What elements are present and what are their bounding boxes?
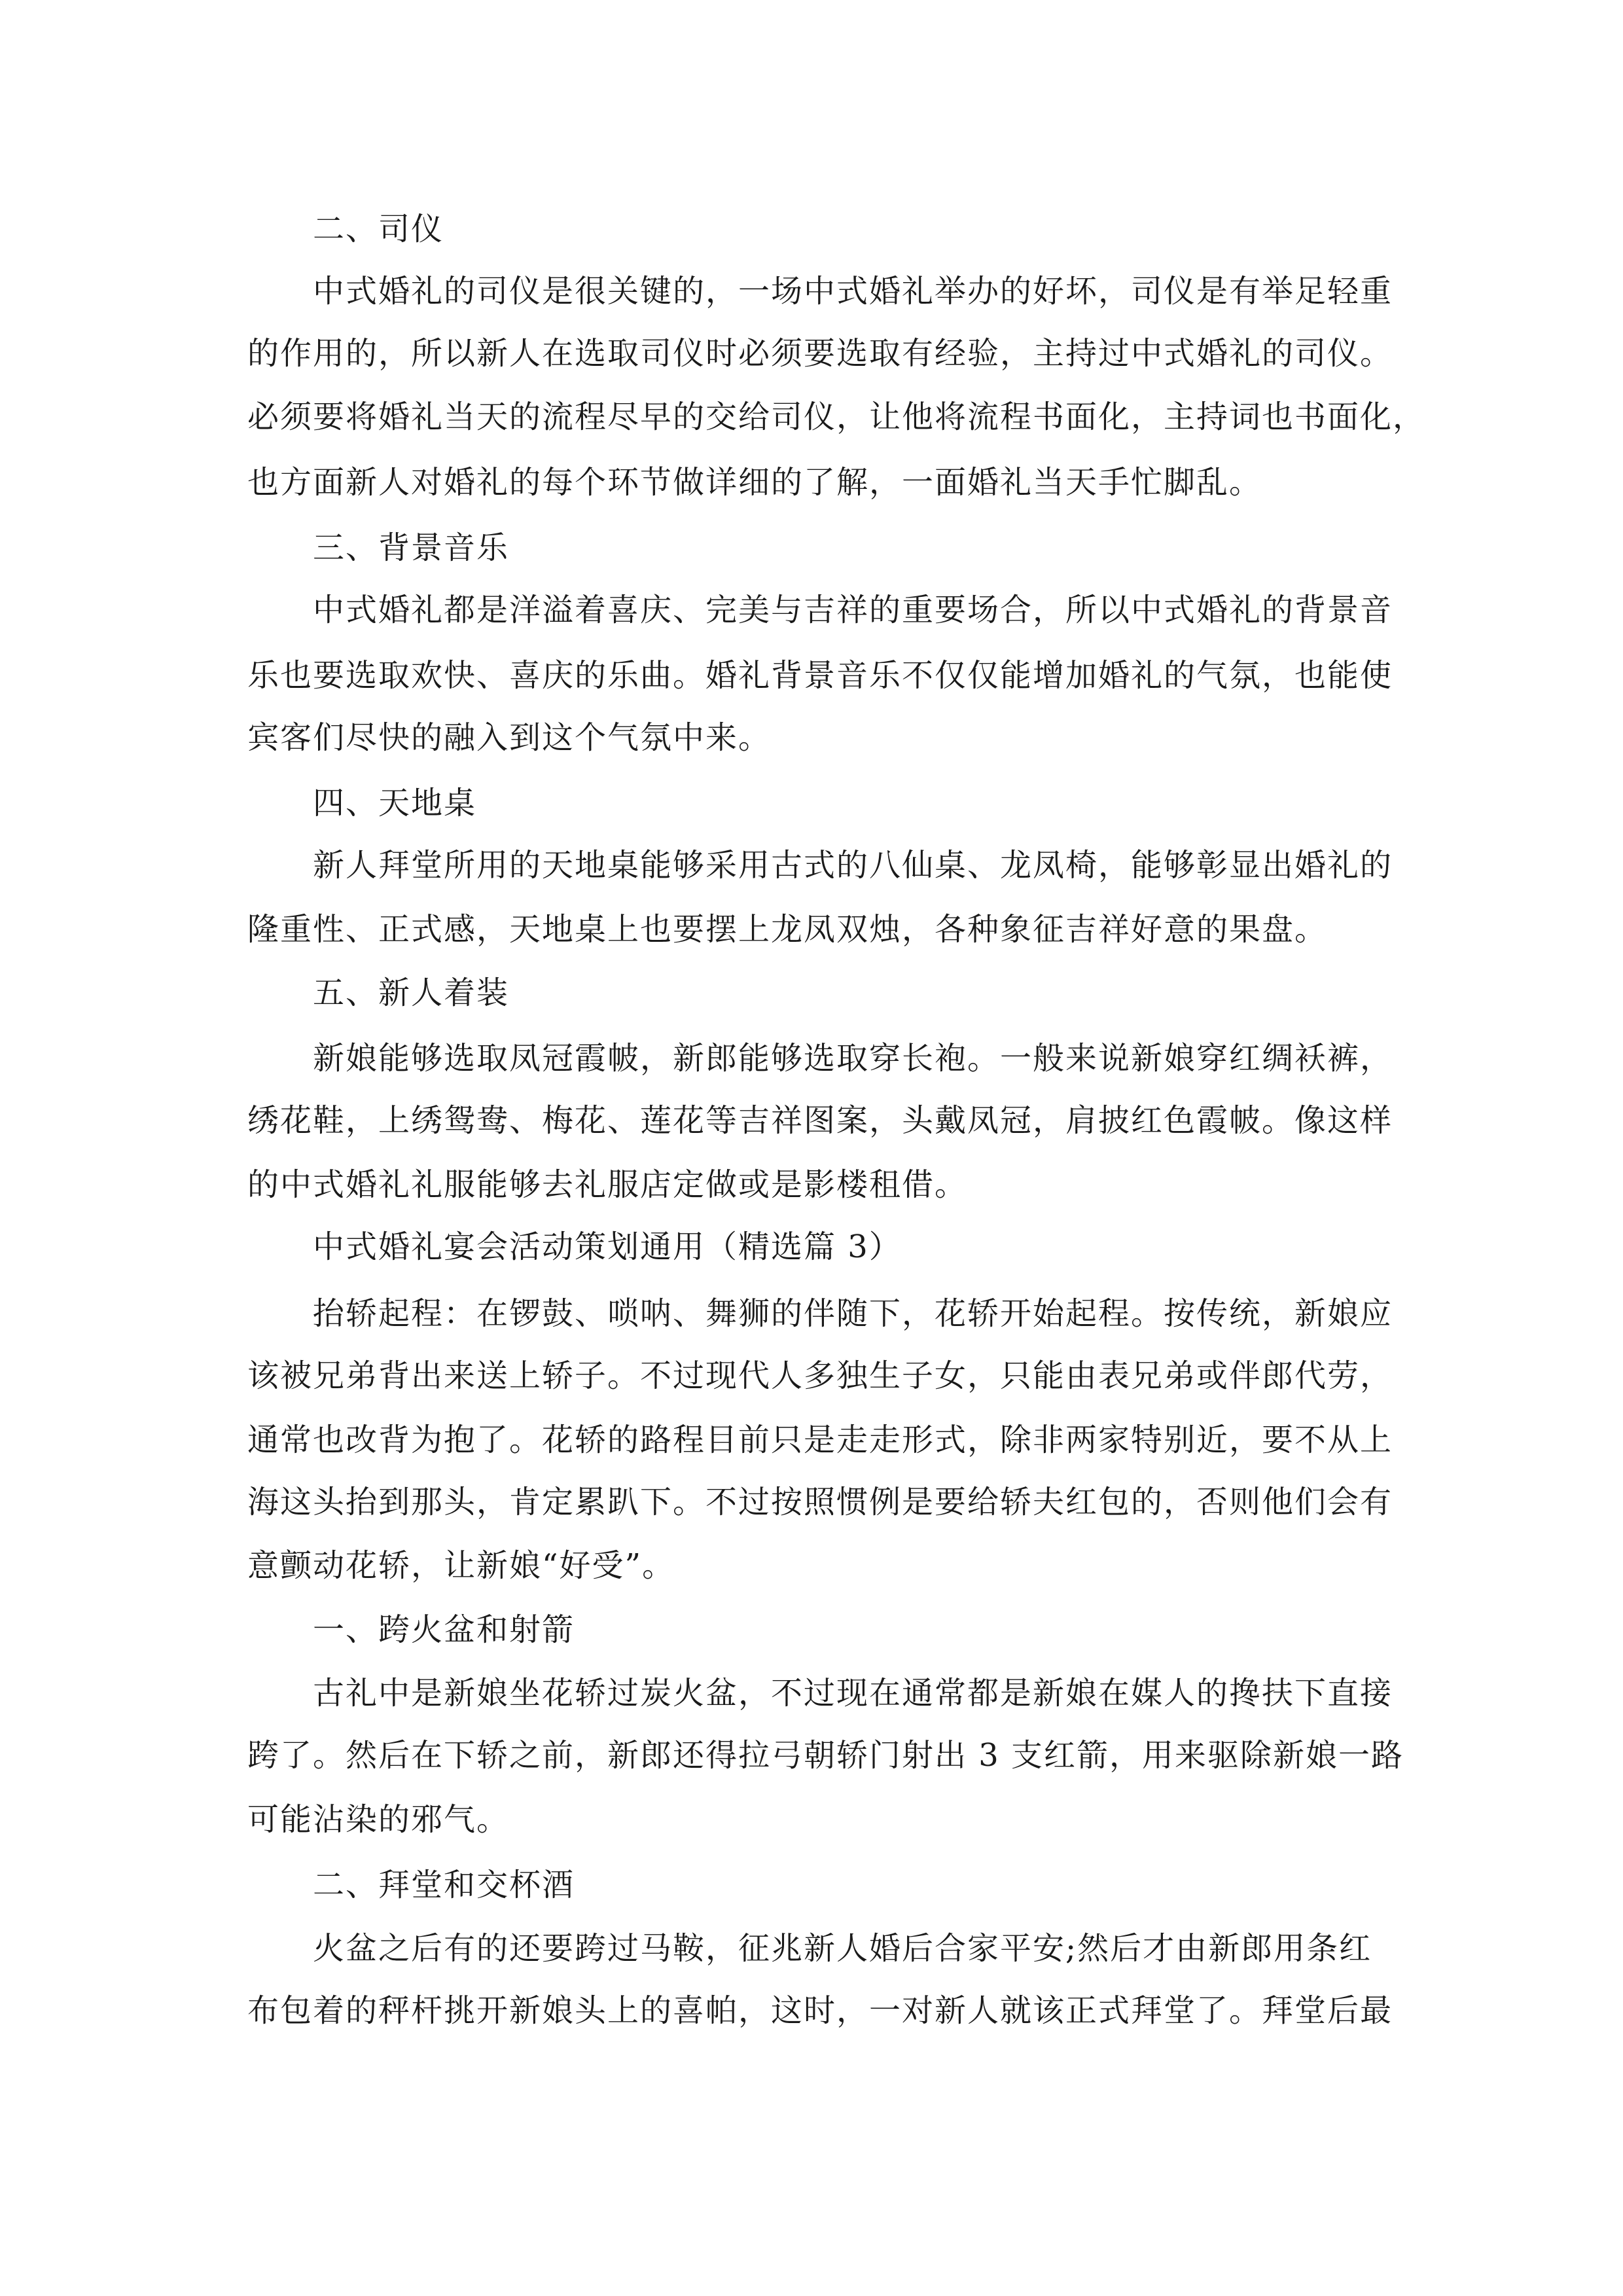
- section-heading: 二、司仪: [313, 211, 444, 247]
- paragraph-line: 抬轿起程：在锣鼓、唢呐、舞狮的伴随下，花轿开始起程。按传统，新娘应: [313, 1295, 1393, 1332]
- paragraph-line: 宾客们尽快的融入到这个气氛中来。: [247, 719, 772, 756]
- paragraph-line: 新娘能够选取凤冠霞帔，新郎能够选取穿长袍。一般来说新娘穿红绸袄裤，: [313, 1040, 1393, 1077]
- section-heading: 三、背景音乐: [313, 529, 510, 566]
- section-heading: 二、拜堂和交杯酒: [313, 1867, 575, 1903]
- section-heading: 五、新人着装: [313, 975, 510, 1011]
- paragraph-line: 也方面新人对婚礼的每个环节做详细的了解，一面婚礼当天手忙脚乱。: [247, 464, 1262, 501]
- section-heading: 四、天地桌: [313, 785, 477, 821]
- paragraph-line: 乐也要选取欢快、喜庆的乐曲。婚礼背景音乐不仅仅能增加婚礼的气氛，也能使: [247, 657, 1393, 694]
- paragraph-line: 通常也改背为抱了。花轿的路程目前只是走走形式，除非两家特别近，要不从上: [247, 1422, 1393, 1458]
- paragraph-line: 海这头抬到那头，肯定累趴下。不过按照惯例是要给轿夫红包的，否则他们会有: [247, 1484, 1393, 1520]
- paragraph-line: 中式婚礼都是洋溢着喜庆、完美与吉祥的重要场合，所以中式婚礼的背景音: [313, 592, 1393, 628]
- section-heading: 一、跨火盆和射箭: [313, 1611, 575, 1648]
- paragraph-line: 中式婚礼的司仪是很关键的，一场中式婚礼举办的好坏，司仪是有举足轻重: [313, 273, 1393, 310]
- paragraph-line: 必须要将婚礼当天的流程尽早的交给司仪，让他将流程书面化，主持词也书面化，: [247, 399, 1426, 435]
- article-title: 中式婚礼宴会活动策划通用（精选篇 3）: [313, 1229, 902, 1265]
- paragraph-line: 火盆之后有的还要跨过马鞍，征兆新人婚后合家平安;然后才由新郎用条红: [313, 1930, 1372, 1967]
- paragraph-line: 绣花鞋，上绣鸳鸯、梅花、莲花等吉祥图案，头戴凤冠，肩披红色霞帔。像这样: [247, 1102, 1393, 1139]
- paragraph-line: 跨了。然后在下轿之前，新郎还得拉弓朝轿门射出 3 支红箭，用来驱除新娘一路: [247, 1737, 1404, 1774]
- paragraph-line: 隆重性、正式感，天地桌上也要摆上龙凤双烛，各种象征吉祥好意的果盘。: [247, 911, 1328, 948]
- paragraph-line: 的中式婚礼礼服能够去礼服店定做或是影楼租借。: [247, 1166, 968, 1203]
- paragraph-line: 该被兄弟背出来送上轿子。不过现代人多独生子女，只能由表兄弟或伴郎代劳，: [247, 1357, 1393, 1394]
- paragraph-line: 新人拜堂所用的天地桌能够采用古式的八仙桌、龙凤椅，能够彰显出婚礼的: [313, 847, 1393, 884]
- paragraph-line: 古礼中是新娘坐花轿过炭火盆，不过现在通常都是新娘在媒人的搀扶下直接: [313, 1675, 1393, 1712]
- paragraph-line: 布包着的秤杆挑开新娘头上的喜帕，这时，一对新人就该正式拜堂了。拜堂后最: [247, 1992, 1393, 2029]
- paragraph-line: 的作用的，所以新人在选取司仪时必须要选取有经验，主持过中式婚礼的司仪。: [247, 335, 1393, 372]
- paragraph-line: 意颤动花轿，让新娘“好受”。: [247, 1547, 675, 1584]
- paragraph-line: 可能沾染的邪气。: [247, 1801, 510, 1838]
